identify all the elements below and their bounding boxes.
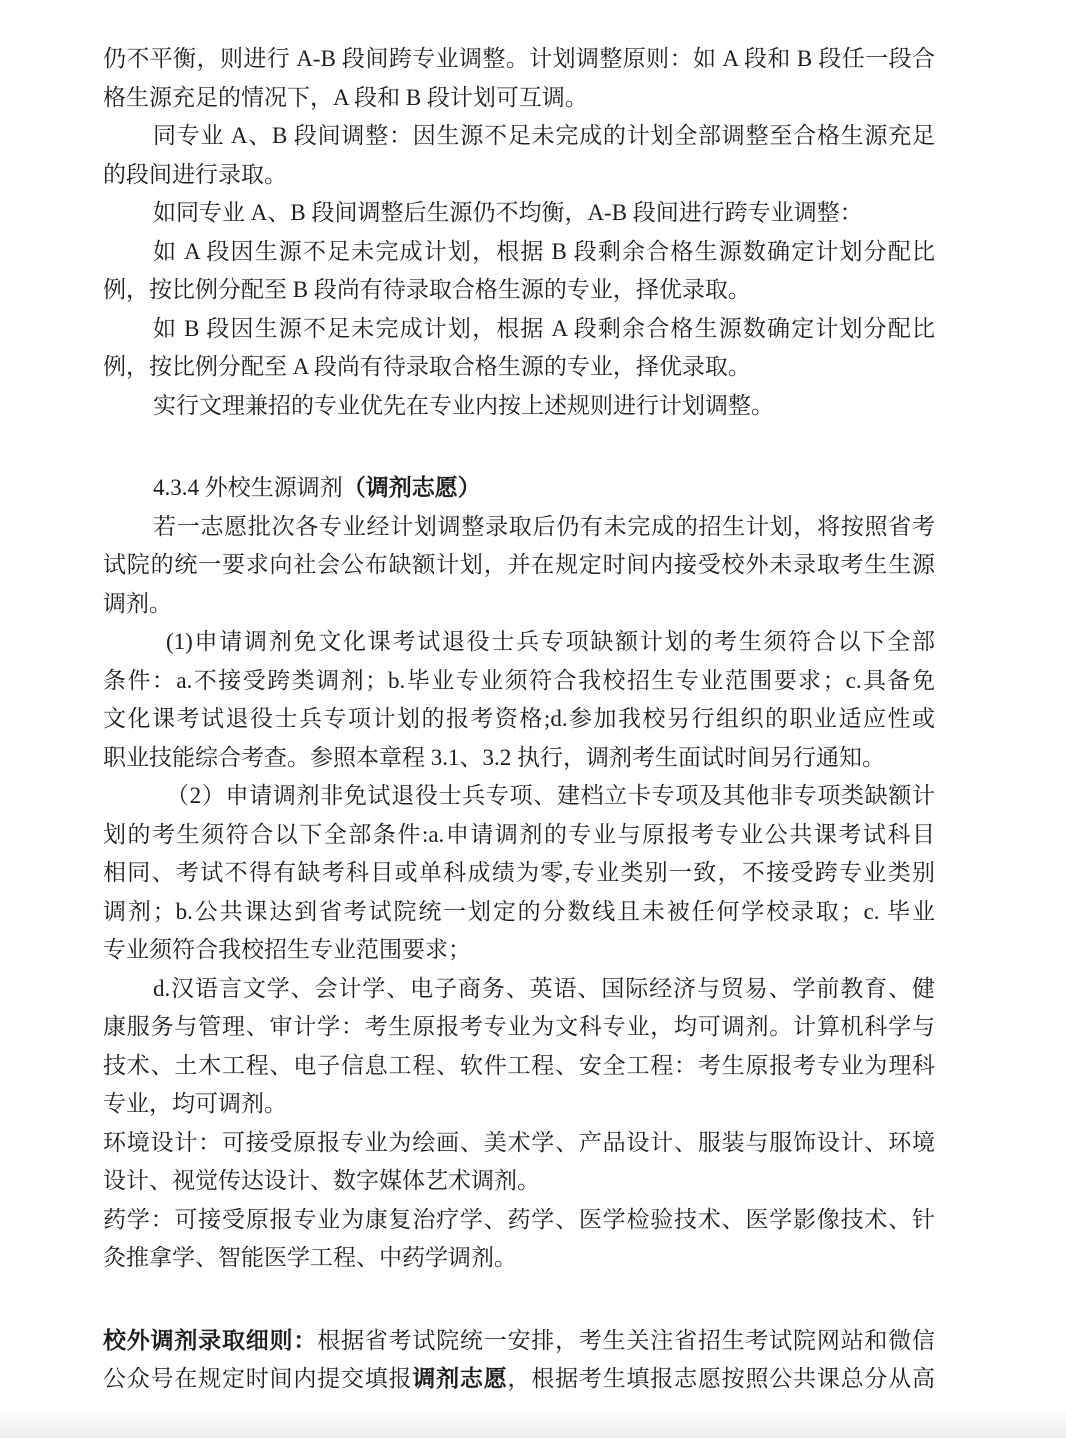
- text-line: [103, 623, 935, 662]
- bold-text-segment: （调剂志愿）: [342, 475, 481, 500]
- text-segment: 的段间进行录取。: [103, 161, 287, 187]
- text-segment: 如 A 段因生源不足未完成计划，根据 B 段剩余合格生源数确定计划分配比: [153, 238, 935, 264]
- text-segment: 相同、考试不得有缺考科目或单科成绩为零,专业类别一致，不接受跨专业类别: [103, 860, 935, 885]
- text-segment: 根据省考试院统一安排，考生关注省招生考试院网站和微信: [317, 1327, 936, 1353]
- text-segment: 划的考生须符合以下全部条件:a.申请调剂的专业与原报考专业公共课考试科目: [103, 821, 935, 847]
- text-segment: 实行文理兼招的专业优先在专业内按上述规则进行计划调整。: [153, 392, 774, 418]
- text-line: [103, 893, 935, 932]
- text-segment: 若一志愿批次各专业经计划调整录取后仍有未完成的招生计划，将按照省考: [153, 513, 935, 539]
- text-segment: 格生源充足的情况下，A 段和 B 段计划可互调。: [103, 84, 588, 110]
- text-segment: 如同专业 A、B 段间调整后生源仍不均衡，A-B 段间进行跨专业调整：: [153, 200, 863, 225]
- text-line: [103, 1047, 935, 1086]
- bold-text-segment: 校外调剂录取细则：: [103, 1327, 318, 1353]
- text-line: [103, 1201, 935, 1240]
- text-line: [103, 348, 935, 387]
- text-segment: 4.3.4 外校生源调剂: [153, 475, 343, 500]
- external-transfer-rules-line: [103, 1322, 935, 1361]
- text-line: [103, 777, 935, 816]
- section-heading: [103, 469, 935, 508]
- text-segment: d.汉语言文学、会计学、电子商务、英语、国际经济与贸易、学前教育、健: [153, 975, 935, 1001]
- text-line: [103, 700, 935, 739]
- text-segment: 如 B 段因生源不足未完成计划，根据 A 段剩余合格生源数确定计划分配比: [153, 315, 935, 341]
- text-segment: 调剂。: [103, 590, 172, 616]
- text-segment: 例，按比例分配至 B 段尚有待录取合格生源的专业，择优录取。: [103, 277, 751, 302]
- text-line: [103, 310, 935, 349]
- text-segment: 药学：可接受原报专业为康复治疗学、药学、医学检验技术、医学影像技术、针: [103, 1206, 935, 1232]
- text-line: [103, 194, 935, 233]
- text-segment: 专业须符合我校招生专业范围要求；: [103, 937, 471, 962]
- text-line: [103, 40, 935, 79]
- text-line: [103, 1239, 935, 1278]
- text-line: [103, 117, 935, 156]
- text-segment: 康服务与管理、审计学：考生原报考专业为文科专业，均可调剂。计算机科学与: [103, 1014, 935, 1039]
- text-segment: 灸推拿学、智能医学工程、中药学调剂。: [103, 1245, 517, 1270]
- text-segment: 文化课考试退役士兵专项计划的报考资格;d.参加我校另行组织的职业适应性或: [103, 706, 935, 731]
- external-transfer-rules-line: [103, 1360, 935, 1399]
- text-segment: 技术、土木工程、电子信息工程、软件工程、安全工程：考生原报考专业为理科: [103, 1052, 935, 1078]
- page-bottom-fade: [0, 1408, 1066, 1438]
- text-line: [103, 387, 935, 426]
- text-line: [103, 970, 935, 1009]
- text-segment: 调剂；b.公共课达到省考试院统一划定的分数线且未被任何学校录取；c. 毕业: [103, 898, 935, 924]
- text-line: [103, 271, 935, 310]
- text-segment: 公众号在规定时间内提交填报: [103, 1366, 413, 1391]
- text-segment: 设计、视觉传达设计、数字媒体艺术调剂。: [103, 1168, 540, 1193]
- text-line: [103, 233, 935, 272]
- text-line: [103, 931, 935, 970]
- text-segment: （2）申请调剂非免试退役士兵专项、建档立卡专项及其他非专项类缺额计: [166, 783, 935, 808]
- text-segment: 同专业 A、B 段间调整：因生源不足未完成的计划全部调整至合格生源充足: [153, 123, 935, 148]
- text-line: [103, 1008, 935, 1047]
- text-segment: ，根据考生填报志愿按照公共课总分从高: [507, 1366, 936, 1391]
- text-segment: 环境设计：可接受原报专业为绘画、美术学、产品设计、服装与服饰设计、环境: [103, 1129, 935, 1155]
- text-line: [103, 739, 935, 778]
- text-line: [103, 1085, 935, 1124]
- text-segment: 专业，均可调剂。: [103, 1091, 287, 1116]
- text-segment: 例，按比例分配至 A 段尚有待录取合格生源的专业，择优录取。: [103, 354, 751, 379]
- text-line: [103, 1124, 935, 1163]
- text-line: [103, 662, 935, 701]
- text-line: [103, 546, 935, 585]
- text-segment: 仍不平衡，则进行 A-B 段间跨专业调整。计划调整原则：如 A 段和 B 段任一段合: [103, 46, 935, 71]
- text-segment: 试院的统一要求向社会公布缺额计划，并在规定时间内接受校外未录取考生生源: [103, 552, 935, 577]
- bold-text-segment: 调剂志愿: [412, 1366, 508, 1391]
- text-line: [103, 585, 935, 624]
- text-line: [103, 79, 935, 118]
- text-line: [103, 156, 935, 195]
- text-line: [103, 1162, 935, 1201]
- text-segment: 条件：a.不接受跨类调剂；b.毕业专业须符合我校招生专业范围要求；c.具备免: [103, 667, 935, 693]
- text-line: [103, 816, 935, 855]
- text-line: [103, 508, 935, 547]
- text-line: [103, 854, 935, 893]
- text-segment: (1)申请调剂免文化课考试退役士兵专项缺额计划的考生须符合以下全部: [166, 629, 935, 654]
- text-segment: 职业技能综合考查。参照本章程 3.1、3.2 执行，调剂考生面试时间另行通知。: [103, 744, 885, 770]
- document-body: [103, 40, 935, 1399]
